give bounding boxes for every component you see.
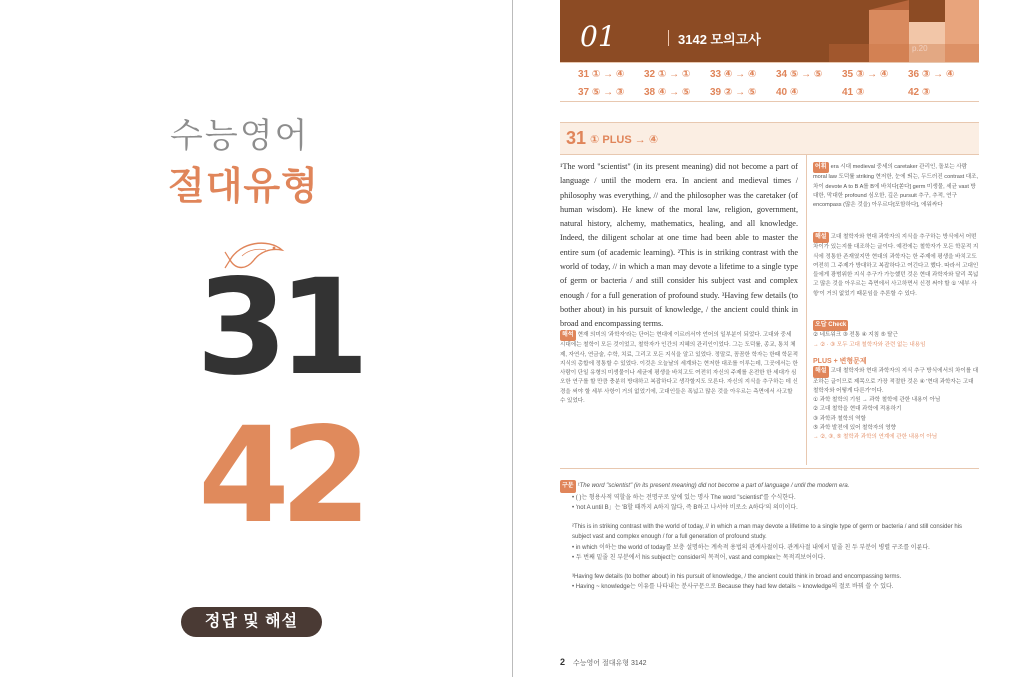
cover-title: 절대유형 [168, 166, 319, 208]
passage-text: ¹The word "scientist" (in its present meaning) did not become a part of language / until the modern era. In ancient and medieval times / philosophy was everything, // and the philosopher was the caretaker (of human wisdom). He knew of the moral law, religion, government, natural history, alchemy, mathematics, healing, and all knowledge. Indeed, the diligent scholar at one time had been able to master the entire sum (of academic learning). ²This is in striking contrast with the world of today, // in which a man may devote a lifetime to a single type of germ or bacteria / and still consider his subject vast and complex enough / for a full generation of profound study. ³Having few details (to bother about) in his pursuit of knowledge, / the ancient could think in broad and encompassing terms. [560, 162, 798, 329]
page-footer [560, 657, 647, 668]
answer-cell: 31 ① → ④ [578, 69, 625, 80]
section-header [560, 0, 979, 62]
page-reference: p.20 [912, 44, 928, 53]
syntax-sentence: ¹The word "scientist" (in its present meaning) did not become a part of language / until the modern era. [577, 483, 850, 489]
translation-block [560, 330, 798, 406]
header-divider [668, 30, 669, 46]
syntax-block [560, 480, 979, 593]
plus-option-note: → ②, ③, ⑤ 철학과 과학의 연계에 관한 내용이 아님 [813, 434, 938, 441]
answer-page [513, 0, 1024, 677]
syntax-tag: 구문 [560, 480, 576, 493]
syntax-sentence: ³Having few details (to bother about) in his pursuit of knowledge, / the ancient could think in broad and encompassing terms. [572, 573, 902, 580]
syntax-note: • ( )는 형용사적 역할을 하는 전명구로 앞에 있는 명사 The word "scientist"를 수식한다. [572, 494, 796, 501]
page-number: 2 [560, 657, 566, 667]
plus-tag: 해설 [813, 366, 829, 377]
answer-cell: 40 ④ [776, 87, 799, 98]
answer-cell: 41 ③ [842, 87, 865, 98]
plus-option: ② 고대 철학을 현대 과학에 적용하기 [813, 406, 902, 413]
question-header [560, 122, 979, 155]
plus-title: PLUS + 변형문제 [813, 358, 867, 365]
section-title: 3142 모의고사 [678, 32, 761, 47]
cover-number-top: 31 [196, 251, 360, 405]
column-divider [806, 155, 807, 465]
cover-number-bottom: 42 [198, 399, 362, 553]
syntax-note: • 'not A until B」는 'B할 때까지 A하지 않다, 즉 B하고 나서야 비로소 A하다'의 의미이다. [572, 505, 798, 511]
section-divider [560, 468, 979, 469]
syntax-note: • Having ~ knowledge는 이유를 나타내는 분사구문으로 Because they had few details ~ knowledge의 절로 바꿔 쓸 수 있다. [572, 584, 894, 590]
answer-cell: 34 ⑤ → ⑤ [776, 69, 823, 80]
header-graphic [829, 0, 979, 62]
translation-text: 현재 의미의 '과학자'라는 단어는 현대에 이르러서야 언어의 일부분이 되었다. 고대와 중세 시대에는 철학이 모든 것이었고, 철학자가 인간의 지혜의 관리인이었다. 그는 도덕률, 종교, 통치 체제, 자연사, 연금술, 수학, 치료, 그리고 모든 지식을 알고 있었다. 정말로, 꼼꼼한 학자는 한때 학문적 지식의 총합에 정통할 수 있었다. 이것은 오늘날의 세계와는 현저한 대조를 이루는데, 그곳에서는 한 사람이 단일 유형의 미생물이나 세균에 평생을 바치고도 여전히 자신의 주제를 온전한 한 세대가 심오한 연구를 할 만큼 충분히 방대하고 복잡하다고 생각할지도 모른다. 자신의 지식을 추구하는 데 신경을 써야 할 세부 사항이 거의 없었기에, 고대인들은 폭넓고 많은 것을 아우르는 측면에서 사고할 수 있었다. [560, 332, 798, 405]
answer-cell: 38 ④ → ⑤ [644, 87, 691, 98]
cover-subtitle: 수능영어 [170, 117, 310, 155]
answer-cell: 35 ③ → ④ [842, 69, 889, 80]
book-title: 수능영어 절대유형 3142 [573, 660, 647, 667]
question-answer: ① PLUS → ④ [590, 134, 659, 146]
vocab-block [813, 162, 979, 210]
vocab-text: era 시대 medieval 중세의 caretaker 관리인, 돌보는 사람 moral law 도덕률 striking 현저한, 눈에 띄는, 두드러진 contrast 대조, 차이 devote A to B A를 B에 바치다[쏟다] germ 미생물, 세균 vast 방대한, 막대한 profound 심오한, 깊은 pursuit 추구, 추적, 연구 encompass (많은 것을) 아우르다[포함하다], 에워싸다 [813, 164, 979, 209]
syntax-note: • 두 번째 밑줄 친 부분에서 his subject는 consider의 목적어, vast and complex는 목적격보어이다. [572, 555, 826, 561]
plus-option: ⑤ 과학 발전에 있어 철학자의 영향 [813, 425, 897, 432]
answer-grid [560, 62, 979, 102]
answer-cell: 32 ① → ① [644, 69, 691, 80]
explanation-text: 고대 철학자와 현대 과학자의 지식을 추구하는 방식에서 어떤 차이가 있는지를 대조하는 글이다. 예전에는 철학자가 모든 학문적 지식에 정통한 존재였지만 현대의 과학자는 한 주제에 평생을 바치고도 여전히 그 주제가 방대하고 복잡하다고 여긴다고 했다. 따라서 고대인들에게 광범위한 지식 추구가 가능했던 것은 현대 과학자와 달리 목넓고 많은 것을 아우르는 측면에서 사고하면서 신경 써야 할 ① '세부 사항'이 거의 없었기 때문임을 추론할 수 있다. [813, 234, 979, 297]
answer-cell: 36 ③ → ④ [908, 69, 955, 80]
plus-block [813, 357, 979, 443]
plus-option: ③ 과학과 철학의 역할 [813, 415, 866, 422]
answer-cell: 42 ③ [908, 87, 931, 98]
check-tag: 오답 Check [813, 320, 848, 331]
answer-key-badge: 정답 및 해설 [181, 607, 322, 637]
section-number: 01 [580, 20, 616, 53]
question-number: 31 [566, 128, 587, 148]
syntax-sentence: ²This is in striking contrast with the world of today, // in which a man may devote a lifetime to a single type of germ or bacteria / and still consider his subject vast and complex enough / for a full generation of profound study. [572, 523, 963, 540]
answer-cell: 39 ② → ⑤ [710, 87, 757, 98]
plus-text: 고대 철학자와 현대 과학자의 지식 추구 방식에서의 차이를 대조하는 글이므로 제목으로 가장 적절한 것은 ④ '현대 과학자는 고대 철학자와 어떻게 다른가'이다. [813, 368, 979, 394]
check-text: ② 네트워크 ③ 전통 ④ 지침 ⑤ 탈근 [813, 332, 898, 339]
answer-cell: 33 ④ → ④ [710, 69, 757, 80]
answer-cell: 37 ⑤ → ③ [578, 87, 625, 98]
vocab-tag: 어휘 [813, 162, 829, 173]
check-note: → ② · ③ 모두 고대 철학자와 관련 없는 내용임 [813, 341, 926, 348]
explanation-tag: 해설 [813, 232, 829, 243]
explanation-block [813, 232, 979, 299]
syntax-note: • in which 이하는 the world of today를 보충 설명하는 계속적 용법의 관계사절이다. 관계사절 내에서 밑줄 친 두 부분이 병렬 구조를 이룬다. [572, 544, 930, 551]
wrong-answer-check [813, 320, 979, 350]
translation-tag: 해석 [560, 330, 576, 341]
plus-option: ① 과학 철학의 기원 → 과학 철학에 관한 내용이 아님 [813, 397, 941, 404]
